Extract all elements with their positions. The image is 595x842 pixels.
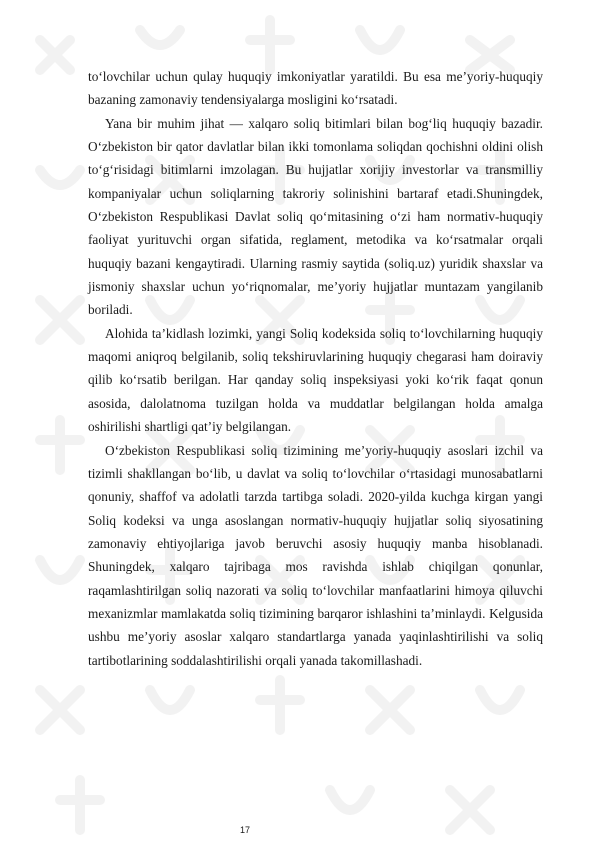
paragraph-3: Alohida ta’kidlash lozimki, yangi Soliq kodeksida soliq to‘lovchilarning huquqiy maqomi aniqroq belgilanib, soliq tekshiruvlarining huquqiy chegarasi ham doiraviy qilib ko‘rsatib berilgan. Har qanday soliq inspeksiyasi yoki ko‘rik faqat qonun asosida, dalolatnoma tuzilgan holda va muddatlar belgilangan holda amalga oshirilishi shartligi qat’iy belgilangan. xyxy=(88,325,543,435)
paragraph-1: to‘lovchilar uchun qulay huquqiy imkoniyatlar yaratildi. Bu esa me’yoriy-huquqiy bazaning zamonaviy tendensiyalarga mosligini ko‘rsatadi. xyxy=(88,69,543,108)
body-text xyxy=(88,65,543,672)
page-number: 17 xyxy=(239,825,250,835)
paragraph-2: Yana bir muhim jihat — xalqaro soliq bitimlari bilan bog‘liq huquqiy bazadir. O‘zbekiston bir qator davlatlar bilan ikki tomonlama soliqdan qochishni oldini olish to‘g‘risidagi bitimlarni imzolagan. Bu hujjatlar xorijiy investorlar va transmilliy kompaniyalar uchun soliqlarning takroriy solinishini bartaraf etadi.Shuningdek, O‘zbekiston Respublikasi Davlat soliq qo‘mitasining o‘zi ham normativ-huquqiy faoliyat yurituvchi organ sifatida, reglament, metodika va ko‘rsatmalar orqali huquqiy bazani kengaytiradi. Ularning rasmiy saytida (soliq.uz) yuridik shaxslar va jismoniy shaxslar uchun yo‘riqnomalar, me’yoriy hujjatlar muntazam yangilanib boriladi. xyxy=(88,115,543,318)
paragraph-4: O‘zbekiston Respublikasi soliq tizimining me’yoriy-huquqiy asoslari izchil va tizimli shakllangan bo‘lib, u davlat va soliq to‘lovchilar o‘rtasidagi munosabatlarni qonuniy, shaffof va adolatli tarzda tartibga soladi. 2020-yilda kuchga kirgan yangi Soliq kodeksi va unga asoslangan normativ-huquqiy hujjatlar soliq siyosatining zamonaviy ehtiyojlariga javob beruvchi asosiy huquqiy manba hisoblanadi. Shuningdek, xalqaro tajribaga mos ravishda ishlab chiqilgan qonunlar, raqamlashtirilgan soliq nazorati va soliq to‘lovchilar manfaatlarini himoya qiluvchi mexanizmlar mamlakatda soliq tizimining barqaror ishlashini ta’minlaydi. Kelgusida ushbu me’yoriy asoslar xalqaro standartlarga yanada yaqinlashtirilishi va soliq tartibotlarining soddalashtirilishi orqali yanada takomillashadi. xyxy=(88,442,543,668)
